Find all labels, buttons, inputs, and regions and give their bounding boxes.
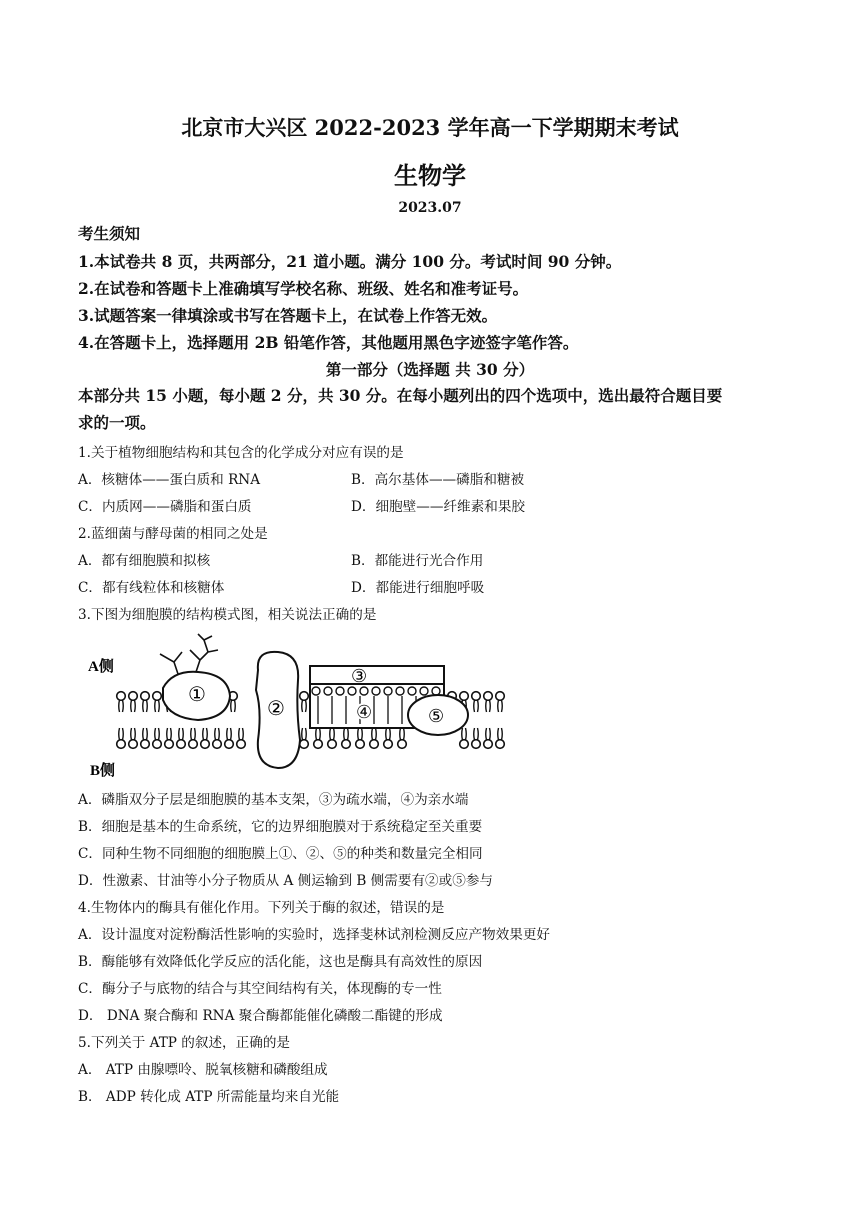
label-3: ③ bbox=[351, 666, 368, 687]
option-a: A．磷脂双分子层是细胞膜的基本支架，③为疏水端，④为亲水端 bbox=[78, 792, 469, 808]
option-d: D．都能进行细胞呼吸 bbox=[351, 580, 485, 596]
question-stem: 5.下列关于 ATP 的叙述，正确的是 bbox=[78, 1035, 291, 1051]
option-a: A．设计温度对淀粉酶活性影响的实验时，选择斐林试剂检测反应产物效果更好 bbox=[78, 927, 551, 943]
box-heads bbox=[312, 687, 440, 695]
option-d: D．细胞壁——纤维素和果胶 bbox=[351, 499, 526, 515]
option-b: B．都能进行光合作用 bbox=[351, 553, 484, 569]
notice-heading: 考生须知 bbox=[78, 224, 141, 243]
exam-title: 北京市大兴区 2022-2023 学年高一下学期期末考试 bbox=[181, 115, 679, 140]
glycocalyx bbox=[160, 634, 218, 674]
side-a-label: A侧 bbox=[88, 659, 114, 675]
question-stem: 3.下图为细胞膜的结构模式图，相关说法正确的是 bbox=[78, 607, 377, 623]
question-stem: 4.生物体内的酶具有催化作用。下列关于酶的叙述，错误的是 bbox=[78, 900, 445, 916]
notice-item: 3.试题答案一律填涂或书写在答题卡上，在试卷上作答无效。 bbox=[78, 306, 498, 325]
option-d: D． DNA 聚合酶和 RNA 聚合酶都能催化磷酸二酯键的形成 bbox=[78, 1008, 443, 1024]
option-b: B．细胞是基本的生命系统，它的边界细胞膜对于系统稳定至关重要 bbox=[78, 819, 483, 835]
option-c: C．酶分子与底物的结合与其空间结构有关，体现酶的专一性 bbox=[78, 981, 442, 997]
label-1: ① bbox=[188, 682, 206, 706]
option-c: C．内质网——磷脂和蛋白质 bbox=[78, 499, 252, 515]
part1-instruction: 求的一项。 bbox=[78, 413, 156, 432]
option-d: D．性激素、甘油等小分子物质从 A 侧运输到 B 侧需要有②或⑤参与 bbox=[78, 873, 494, 889]
option-a: A．都有细胞膜和拟核 bbox=[78, 553, 211, 569]
notice-item: 1.本试卷共 8 页，共两部分，21 道小题。满分 100 分。考试时间 90 分钟。 bbox=[78, 252, 622, 271]
label-box-3 bbox=[310, 666, 444, 684]
label-5: ⑤ bbox=[428, 706, 445, 727]
exam-subject: 生物学 bbox=[394, 161, 466, 190]
part1-instruction: 本部分共 15 小题，每小题 2 分，共 30 分。在每小题列出的四个选项中，选出最符合题目要 bbox=[78, 386, 723, 405]
option-b: B． ADP 转化成 ATP 所需能量均来自光能 bbox=[78, 1089, 340, 1105]
question-stem: 2.蓝细菌与酵母菌的相同之处是 bbox=[78, 526, 268, 542]
exam-date: 2023.07 bbox=[398, 200, 462, 216]
cell-membrane-diagram bbox=[78, 630, 518, 780]
part1-heading: 第一部分（选择题 共 30 分） bbox=[325, 360, 535, 379]
notice-item: 4.在答题卡上，选择题用 2B 铅笔作答，其他题用黑色字迹签字笔作答。 bbox=[78, 333, 579, 352]
label-2: ② bbox=[267, 696, 285, 720]
question-stem: 1.关于植物细胞结构和其包含的化学成分对应有误的是 bbox=[78, 445, 404, 461]
option-b: B．酶能够有效降低化学反应的活化能，这也是酶具有高效性的原因 bbox=[78, 954, 483, 970]
option-c: C．同种生物不同细胞的细胞膜上①、②、⑤的种类和数量完全相同 bbox=[78, 846, 483, 862]
option-a: A． ATP 由腺嘌呤、脱氧核糖和磷酸组成 bbox=[78, 1062, 328, 1078]
label-4: ④ bbox=[356, 702, 373, 723]
option-c: C．都有线粒体和核糖体 bbox=[78, 580, 225, 596]
notice-item: 2.在试卷和答题卡上准确填写学校名称、班级、姓名和准考证号。 bbox=[78, 279, 529, 298]
option-b: B．高尔基体——磷脂和糖被 bbox=[351, 472, 525, 488]
side-b-label: B侧 bbox=[90, 763, 116, 779]
option-a: A．核糖体——蛋白质和 RNA bbox=[78, 472, 261, 488]
